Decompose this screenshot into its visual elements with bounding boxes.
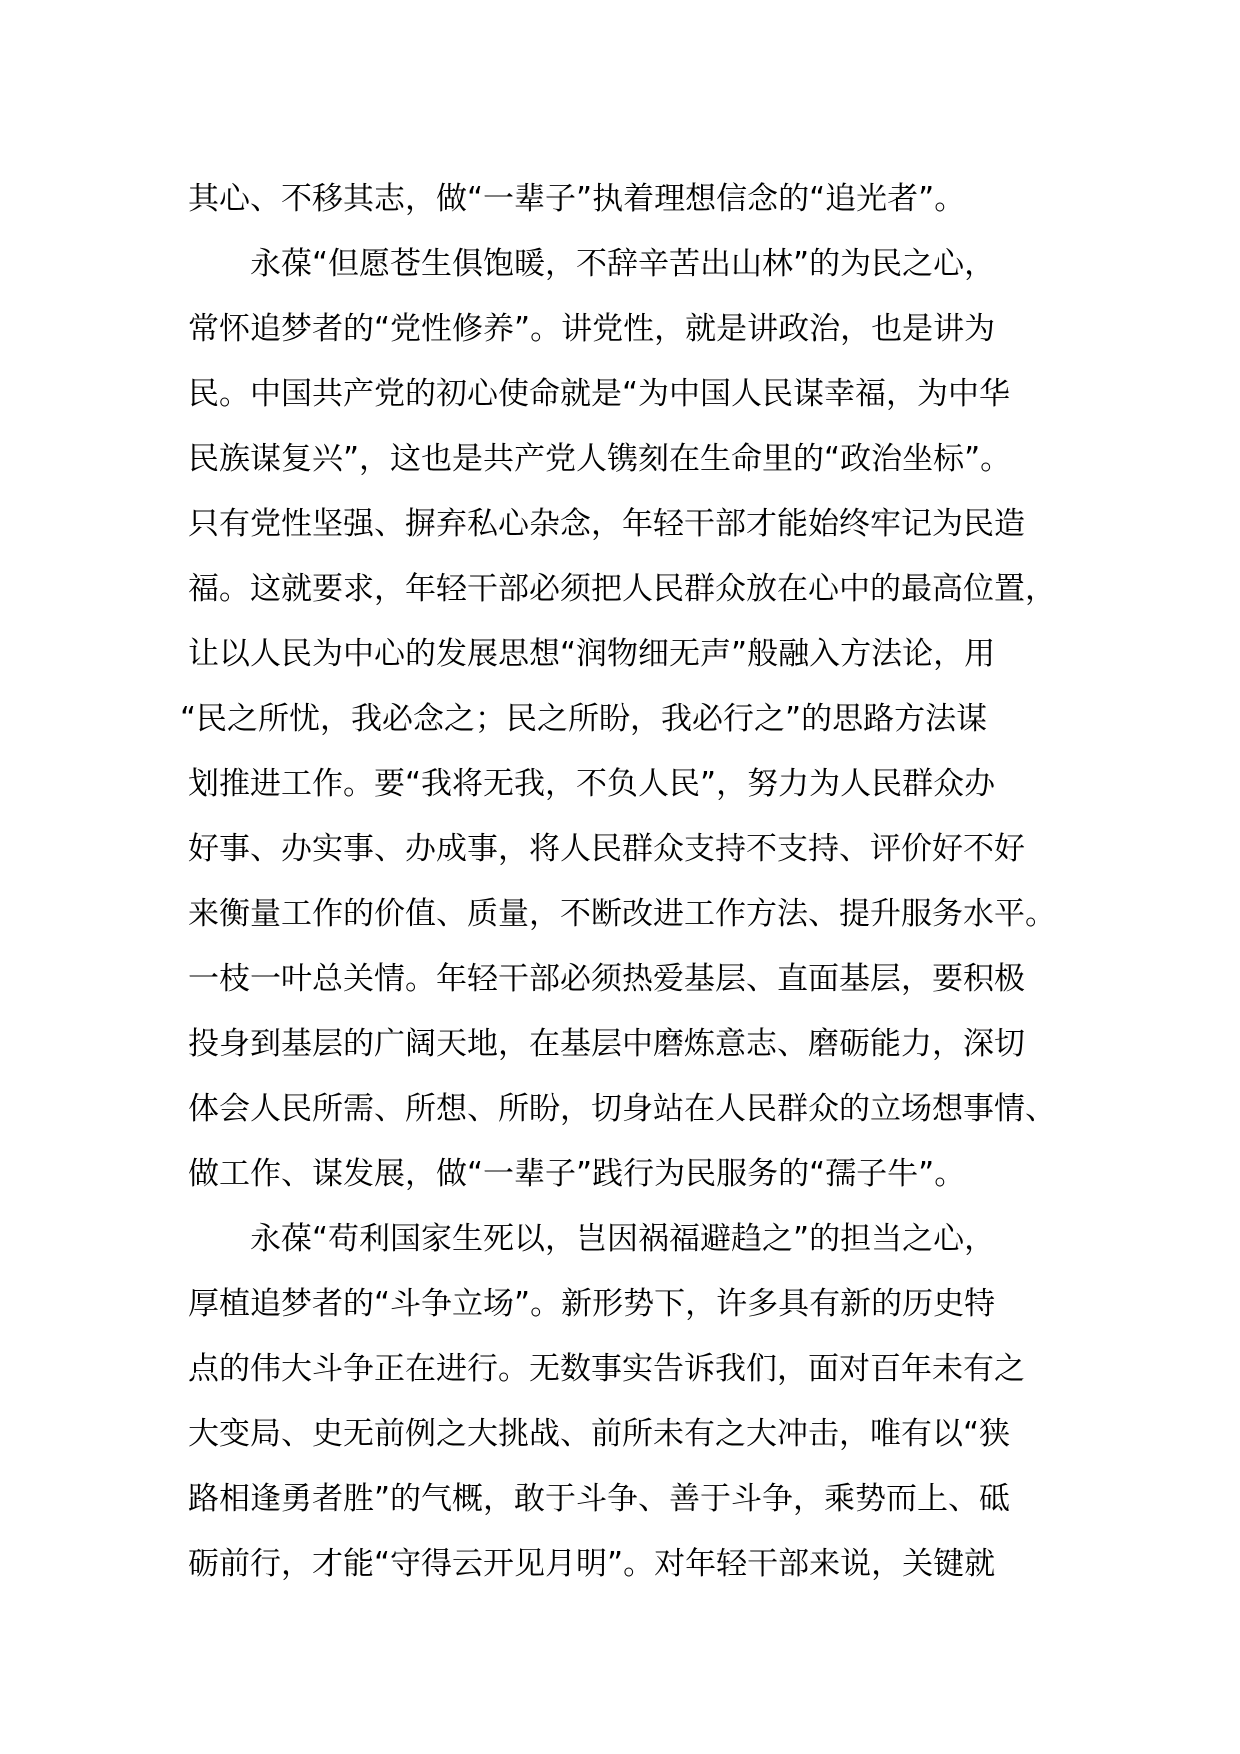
text-line: 其心、不移其志，做“一辈子”执着理想信念的“追光者”。	[188, 181, 966, 217]
paragraph-start-line: 永葆“苟利国家生死以，岂因祸福避趋之”的担当之心，	[250, 1221, 996, 1257]
text-line: 路相逢勇者胜”的气概，敢于斗争、善于斗争，乘势而上、砥	[188, 1481, 1011, 1517]
text-line: 常怀追梦者的“党性修养”。讲党性，就是讲政治，也是讲为	[188, 311, 996, 347]
text-line: 好事、办实事、办成事，将人民群众支持不支持、评价好不好	[188, 831, 1025, 867]
text-line: 做工作、谋发展，做“一辈子”践行为民服务的“孺子牛”。	[188, 1156, 966, 1192]
text-line: 体会人民所需、所想、所盼，切身站在人民群众的立场想事情、	[188, 1091, 1056, 1127]
text-line: 划推进工作。要“我将无我，不负人民”，努力为人民群众办	[188, 766, 996, 802]
text-line: 砺前行，才能“守得云开见月明”。对年轻干部来说，关键就	[188, 1546, 996, 1582]
text-line: 大变局、史无前例之大挑战、前所未有之大冲击，唯有以“狭	[188, 1416, 1011, 1452]
text-line: 厚植追梦者的“斗争立场”。新形势下，许多具有新的历史特	[188, 1286, 996, 1322]
text-line: 民族谋复兴”，这也是共产党人镌刻在生命里的“政治坐标”。	[188, 441, 1012, 477]
text-line: 点的伟大斗争正在进行。无数事实告诉我们，面对百年未有之	[188, 1351, 1025, 1387]
body-text	[180, 167, 1088, 1597]
text-line: 让以人民为中心的发展思想“润物细无声”般融入方法论，用	[188, 636, 996, 672]
text-line: 来衡量工作的价值、质量，不断改进工作方法、提升服务水平。	[188, 896, 1056, 932]
text-line: 投身到基层的广阔天地，在基层中磨炼意志、磨砺能力，深切	[188, 1026, 1025, 1062]
text-line: “民之所忧，我必念之；民之所盼，我必行之”的思路方法谋	[180, 701, 988, 737]
text-line: 民。中国共产党的初心使命就是“为中国人民谋幸福，为中华	[188, 376, 1011, 412]
text-line: 福。这就要求，年轻干部必须把人民群众放在心中的最高位置，	[188, 571, 1056, 607]
text-line: 只有党性坚强、摒弃私心杂念，年轻干部才能始终牢记为民造	[188, 506, 1025, 542]
paragraph-start-line: 永葆“但愿苍生俱饱暖，不辞辛苦出山林”的为民之心，	[250, 246, 996, 282]
text-line: 一枝一叶总关情。年轻干部必须热爱基层、直面基层，要积极	[188, 961, 1025, 997]
